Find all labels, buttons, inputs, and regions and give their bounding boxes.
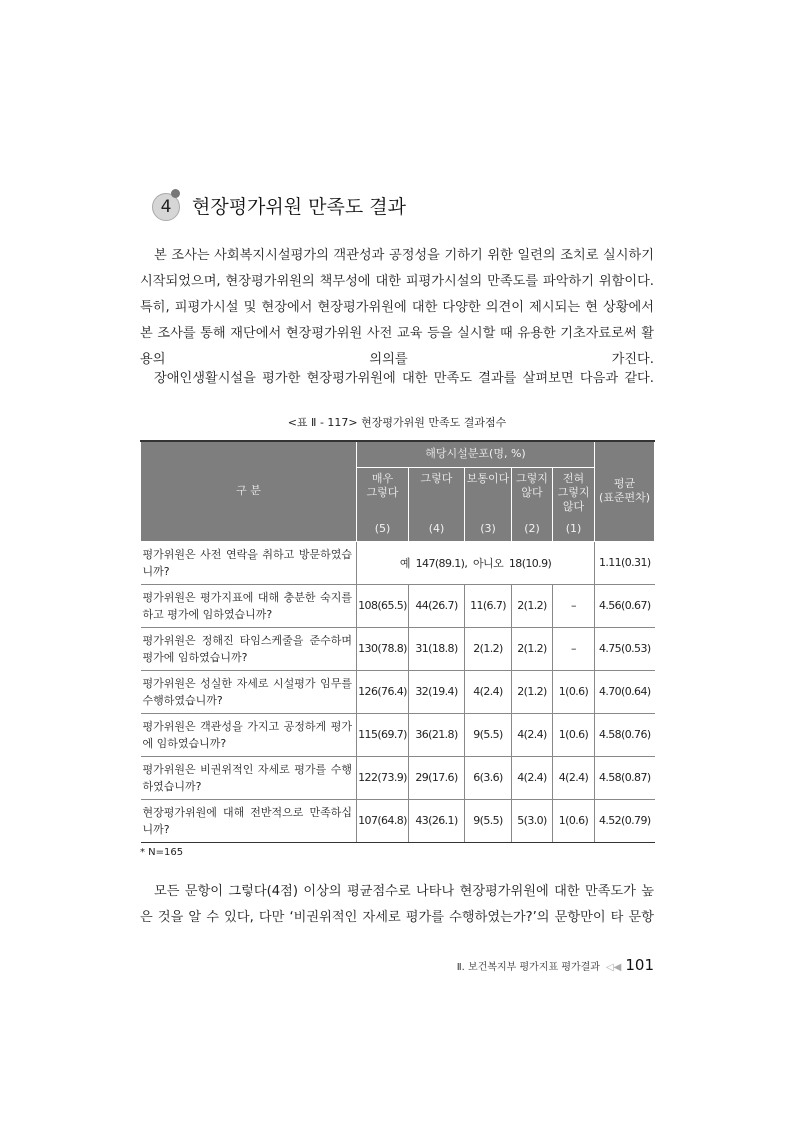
response-column-header <box>512 467 553 541</box>
mean-cell: 4.75(0.53) <box>595 627 655 670</box>
question-cell: 평가위원은 사전 연락을 취하고 방문하였습니까? <box>141 541 357 584</box>
response-score: (5) <box>374 521 391 535</box>
question-cell: 평가위원은 성실한 자세로 시설평가 임무를 수행하였습니까? <box>141 670 357 713</box>
response-score: (2) <box>524 521 540 535</box>
response-column-header <box>553 467 595 541</box>
conclusion-paragraph: 모든 문항이 그렇다(4점) 이상의 평균점수로 나타나 현장평가위원에 대한 만족도가 높은 것을 알 수 있다, 다만 ‘비권위적인 자세로 평가를 수행하였는가?’의 문항만이 타 문항 <box>140 884 654 925</box>
mean-cell: 4.58(0.76) <box>595 713 655 756</box>
response-score: (1) <box>565 521 582 535</box>
count-cell: 130(78.8) <box>357 627 409 670</box>
response-column-header <box>465 467 512 541</box>
response-label: 매우 그렇다 <box>366 471 399 499</box>
response-label: 전혀 그렇지 않다 <box>557 471 590 513</box>
question-cell: 평가위원은 객관성을 가지고 공정하게 평가에 임하였습니까? <box>141 713 357 756</box>
mean-cell: 4.56(0.67) <box>595 584 655 627</box>
distribution-header: 해당시설분포(명, %) <box>357 441 595 467</box>
mean-header: 평균 (표준편차) <box>595 441 655 541</box>
count-cell: 4(2.4) <box>512 756 553 799</box>
section-title: 현장평가위원 만족도 결과 <box>192 196 406 218</box>
response-column-header <box>409 467 465 541</box>
count-cell: 2(1.2) <box>465 627 512 670</box>
count-cell: 44(26.7) <box>409 584 465 627</box>
response-column-header <box>357 467 409 541</box>
mean-cell: 4.70(0.64) <box>595 670 655 713</box>
mean-cell: 4.58(0.87) <box>595 756 655 799</box>
count-cell: 122(73.9) <box>357 756 409 799</box>
satisfaction-table <box>140 440 655 843</box>
table-row <box>141 584 655 627</box>
count-cell: 31(18.8) <box>409 627 465 670</box>
count-cell: 5(3.0) <box>512 799 553 842</box>
count-cell: 115(69.7) <box>357 713 409 756</box>
count-cell: 6(3.6) <box>465 756 512 799</box>
count-cell: 1(0.6) <box>553 799 595 842</box>
count-cell: 107(64.8) <box>357 799 409 842</box>
section-number: 4 <box>160 197 172 217</box>
count-cell: 1(0.6) <box>553 713 595 756</box>
response-label: 그렇지 않다 <box>516 471 548 499</box>
mean-cell: 4.52(0.79) <box>595 799 655 842</box>
badge-dot-icon <box>171 189 180 198</box>
category-header: 구 분 <box>141 441 357 541</box>
count-cell: 9(5.5) <box>465 713 512 756</box>
table-row <box>141 627 655 670</box>
count-cell: 2(1.2) <box>512 627 553 670</box>
question-cell: 평가위원은 평가지표에 대해 충분한 숙지를 하고 평가에 임하였습니까? <box>141 584 357 627</box>
count-cell: 4(2.4) <box>512 713 553 756</box>
count-cell: 4(2.4) <box>465 670 512 713</box>
response-label: 그렇다 <box>420 471 453 485</box>
table-row <box>141 713 655 756</box>
table-lead-paragraph: 장애인생활시설을 평가한 현장평가위원에 대한 만족도 결과를 살펴보면 다음과 같다. <box>154 371 654 386</box>
count-cell: 4(2.4) <box>553 756 595 799</box>
question-cell: 평가위원은 비권위적인 자세로 평가를 수행하였습니까? <box>141 756 357 799</box>
page-number: 101 <box>625 956 654 974</box>
table-footnote: * N=165 <box>140 847 184 858</box>
mean-cell: 1.11(0.31) <box>595 541 655 584</box>
question-cell: 평가위원은 정해진 타임스케줄을 준수하며 평가에 임하였습니까? <box>141 627 357 670</box>
chapter-title: Ⅱ. 보건복지부 평가지표 평가결과 <box>456 962 600 973</box>
merged-answer-cell: 예 147(89.1), 아니오 18(10.9) <box>357 541 595 584</box>
count-cell: 126(76.4) <box>357 670 409 713</box>
table-row <box>141 670 655 713</box>
table-row <box>141 541 655 584</box>
count-cell: 36(21.8) <box>409 713 465 756</box>
question-cell: 현장평가위원에 대해 전반적으로 만족하십니까? <box>141 799 357 842</box>
table-row <box>141 799 655 842</box>
count-cell: 11(6.7) <box>465 584 512 627</box>
count-cell: 32(19.4) <box>409 670 465 713</box>
count-cell: 108(65.5) <box>357 584 409 627</box>
count-cell: – <box>553 584 595 627</box>
count-cell: 29(17.6) <box>409 756 465 799</box>
response-score: (3) <box>480 521 496 535</box>
count-cell: 2(1.2) <box>512 584 553 627</box>
response-label: 보통이다 <box>466 471 510 485</box>
count-cell: – <box>553 627 595 670</box>
section-heading <box>152 188 552 224</box>
table-row <box>141 756 655 799</box>
page-footer <box>457 955 654 975</box>
intro-paragraph: 본 조사는 사회복지시설평가의 객관성과 공정성을 기하기 위한 일련의 조치로 실시하기 시작되었으며, 현장평가위원의 책무성에 대한 피평가시설의 만족도를 파악하기 위함이다. 특히, 피평가시설 및 현장에서 현장평가위원에 대한 다양한 의견이 제시되는 현 상황에서 본 조사를 통해 재단에서 현장평가위원 사전 교육 등을 실시할 때 유용한 기초자료로써 활용의 의의를 가진다. <box>140 248 654 367</box>
count-cell: 43(26.1) <box>409 799 465 842</box>
count-cell: 2(1.2) <box>512 670 553 713</box>
arrows-icon: ◁◀ <box>605 962 622 973</box>
count-cell: 9(5.5) <box>465 799 512 842</box>
count-cell: 1(0.6) <box>553 670 595 713</box>
response-score: (4) <box>428 521 445 535</box>
table-caption: <표 Ⅱ - 117> 현장평가위원 만족도 결과점수 <box>287 416 507 429</box>
